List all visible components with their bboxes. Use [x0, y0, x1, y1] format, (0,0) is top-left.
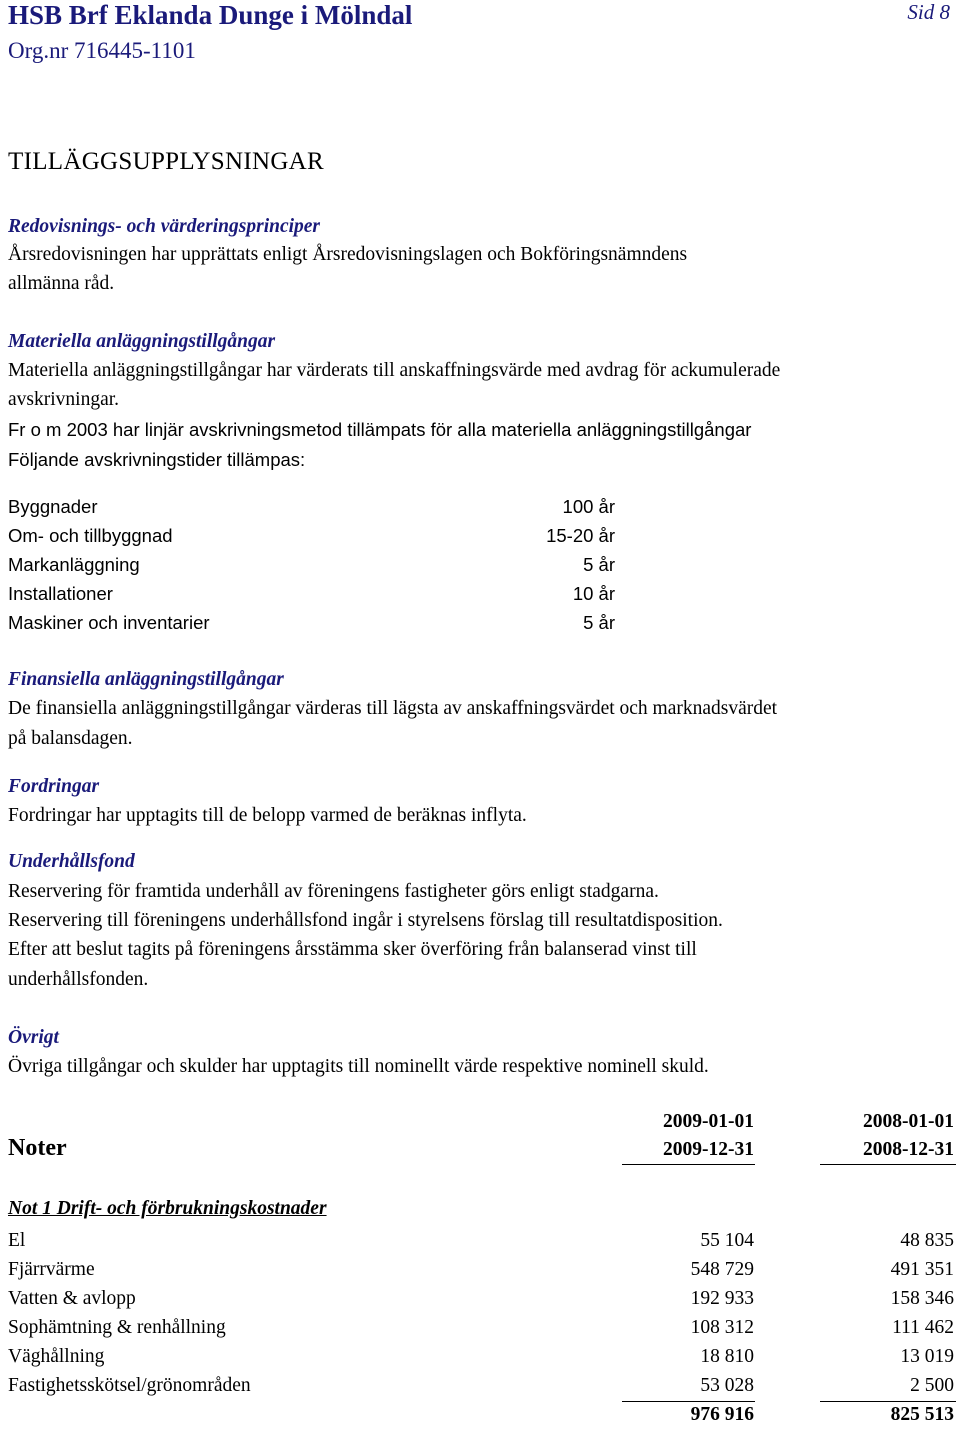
maintenance-heading: Underhållsfond — [8, 851, 135, 872]
total-2008: 825 513 — [890, 1404, 954, 1425]
period-underline-2009 — [622, 1164, 755, 1165]
maintenance-text-4: underhållsfonden. — [8, 969, 149, 990]
value-2008: 2 500 — [910, 1375, 954, 1396]
tangible-text-3: Fr o m 2003 har linjär avskrivningsmetod tillämpats för alla materiella anläggningstillgångar — [8, 419, 752, 440]
row-label: El — [8, 1230, 26, 1251]
financial-heading: Finansiella anläggningstillgångar — [8, 669, 284, 690]
value-2008: 111 462 — [892, 1317, 954, 1338]
row-label: Sophämtning & renhållning — [8, 1317, 226, 1338]
other-heading: Övrigt — [8, 1027, 59, 1048]
receivables-heading: Fordringar — [8, 776, 100, 797]
total-2009: 976 916 — [690, 1404, 754, 1425]
financial-text-2: på balansdagen. — [8, 728, 133, 749]
value-2009: 55 104 — [700, 1230, 754, 1251]
depreciation-item-name: Byggnader — [8, 496, 98, 517]
row-label: Fastighetsskötsel/grönområden — [8, 1375, 251, 1396]
principles-text-1: Årsredovisningen har upprättats enligt Årsredovisningslagen och Bokföringsnämndens — [8, 244, 688, 265]
value-2008: 158 346 — [890, 1288, 954, 1309]
value-2009: 548 729 — [690, 1259, 754, 1280]
tangible-text-2: avskrivningar. — [8, 389, 120, 410]
other-text-1: Övriga tillgångar och skulder har upptagits till nominellt värde respektive nominell skuld. — [8, 1056, 709, 1077]
maintenance-text-2: Reservering till föreningens underhållsfond ingår i styrelsens förslag till resultatdisposition. — [8, 910, 723, 931]
value-2008: 13 019 — [900, 1346, 954, 1367]
page-title: TILLÄGGSUPPLYSNINGAR — [8, 148, 325, 175]
maintenance-text-1: Reservering för framtida underhåll av föreningens fastigheter görs enligt stadgarna. — [8, 881, 659, 902]
value-2009: 18 810 — [700, 1346, 754, 1367]
tangible-heading: Materiella anläggningstillgångar — [8, 331, 276, 352]
principles-heading: Redovisnings- och värderingsprinciper — [8, 216, 321, 237]
depreciation-item-name: Maskiner och inventarier — [8, 612, 210, 633]
period-2009-start: 2009-01-01 — [663, 1111, 754, 1132]
period-2008-start: 2008-01-01 — [863, 1111, 954, 1132]
depreciation-item-value: 100 år — [562, 496, 615, 517]
receivables-text-1: Fordringar har upptagits till de belopp varmed de beräknas inflyta. — [8, 805, 527, 826]
row-label: Fjärrvärme — [8, 1259, 95, 1280]
depreciation-item-name: Installationer — [8, 583, 113, 604]
sum-rule-2008 — [820, 1401, 956, 1402]
value-2009: 53 028 — [700, 1375, 754, 1396]
principles-text-2: allmänna råd. — [8, 273, 115, 294]
depreciation-item-name: Om- och tillbyggnad — [8, 525, 173, 546]
row-label: Väghållning — [8, 1346, 105, 1367]
note1-heading: Not 1 Drift- och förbrukningskostnader — [8, 1198, 327, 1219]
depreciation-item-value: 5 år — [583, 612, 615, 633]
depreciation-item-value: 5 år — [583, 554, 615, 575]
depreciation-item-value: 15-20 år — [546, 525, 615, 546]
association-name: HSB Brf Eklanda Dunge i Mölndal — [8, 0, 413, 30]
value-2008: 48 835 — [900, 1230, 954, 1251]
notes-title: Noter — [8, 1135, 67, 1161]
period-underline-2008 — [820, 1164, 956, 1165]
depreciation-item-name: Markanläggning — [8, 554, 140, 575]
value-2008: 491 351 — [890, 1259, 954, 1280]
maintenance-text-3: Efter att beslut tagits på föreningens årsstämma sker överföring från balanserad vinst till — [8, 939, 697, 960]
period-2008-end: 2008-12-31 — [863, 1139, 954, 1160]
financial-text-1: De finansiella anläggningstillgångar värderas till lägsta av anskaffningsvärdet och marknadsvärdet — [8, 698, 778, 719]
tangible-text-4: Följande avskrivningstider tillämpas: — [8, 449, 306, 470]
tangible-text-1: Materiella anläggningstillgångar har värderats till anskaffningsvärde med avdrag för ackumulerade — [8, 360, 781, 381]
value-2009: 192 933 — [690, 1288, 754, 1309]
depreciation-item-value: 10 år — [572, 583, 615, 604]
row-label: Vatten & avlopp — [8, 1288, 136, 1309]
org-number: Org.nr 716445-1101 — [8, 38, 196, 63]
value-2009: 108 312 — [690, 1317, 754, 1338]
sum-rule-2009 — [622, 1401, 755, 1402]
page-number: Sid 8 — [907, 0, 950, 24]
period-2009-end: 2009-12-31 — [663, 1139, 754, 1160]
